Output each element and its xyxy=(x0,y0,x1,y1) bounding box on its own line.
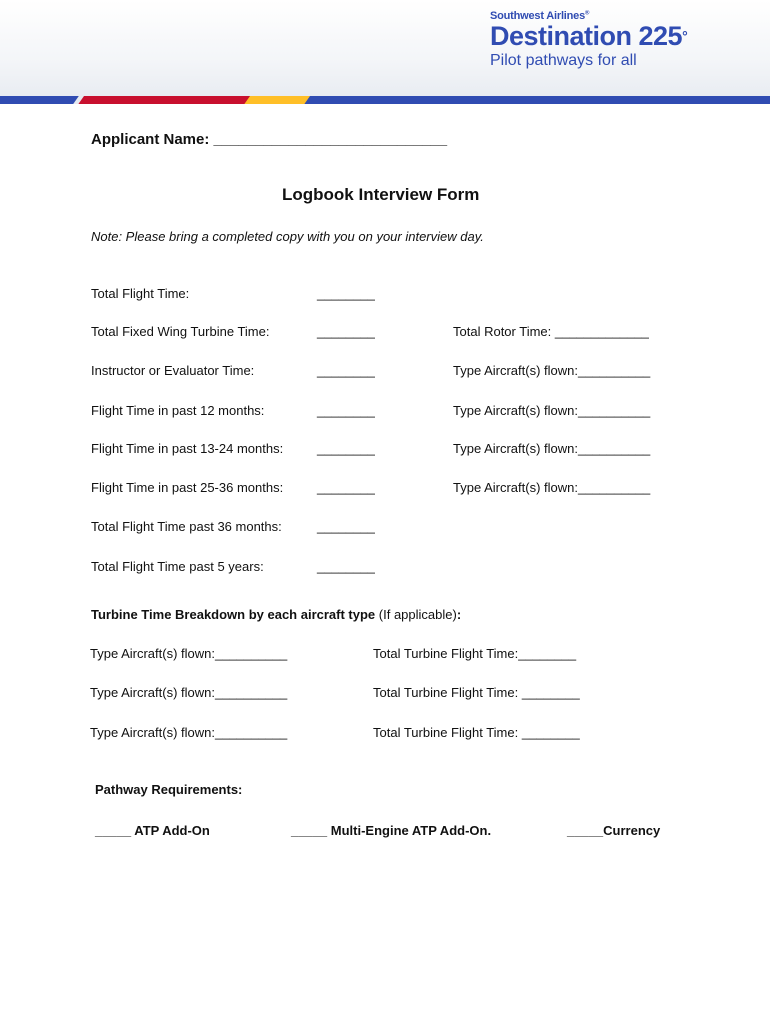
input-instructor-time[interactable]: ________ xyxy=(317,363,375,378)
breakdown-turbine-time-2[interactable]: Total Turbine Flight Time: ________ xyxy=(373,685,580,700)
input-total-flight-time[interactable]: ________ xyxy=(317,286,375,301)
pathway-atp-add-on[interactable]: _____ ATP Add-On xyxy=(95,823,210,838)
input-past-36-months[interactable]: ________ xyxy=(317,519,375,534)
breakdown-turbine-time-1[interactable]: Total Turbine Flight Time:________ xyxy=(373,646,577,661)
program-tagline: Pilot pathways for all xyxy=(490,52,637,69)
label-past-36-months: Total Flight Time past 36 months: xyxy=(91,519,282,534)
field-total-rotor-time[interactable]: Total Rotor Time: _____________ xyxy=(453,324,649,339)
form-note: Note: Please bring a completed copy with you on your interview day. xyxy=(91,229,484,244)
turbine-breakdown-heading: Turbine Time Breakdown by each aircraft type (If applicable): xyxy=(91,607,462,622)
field-type-aircraft-1[interactable]: Type Aircraft(s) flown:__________ xyxy=(453,363,651,378)
label-past-5-years: Total Flight Time past 5 years: xyxy=(91,559,264,574)
input-fixed-wing-turbine[interactable]: ________ xyxy=(317,324,375,339)
brand-stripe xyxy=(0,96,770,104)
form-title: Logbook Interview Form xyxy=(282,185,480,204)
label-past-13-24-months: Flight Time in past 13-24 months: xyxy=(91,441,284,456)
input-past-5-years[interactable]: ________ xyxy=(317,559,375,574)
program-name: Destination 225° xyxy=(490,21,688,51)
breakdown-type-aircraft-3[interactable]: Type Aircraft(s) flown:__________ xyxy=(90,725,288,740)
label-total-flight-time: Total Flight Time: xyxy=(91,286,190,301)
pathway-currency[interactable]: _____Currency xyxy=(567,823,661,838)
breakdown-type-aircraft-1[interactable]: Type Aircraft(s) flown:__________ xyxy=(90,646,288,661)
input-past-25-36-months[interactable]: ________ xyxy=(317,480,375,495)
pathway-requirements-heading: Pathway Requirements: xyxy=(95,782,243,797)
letterhead xyxy=(0,0,770,104)
field-type-aircraft-4[interactable]: Type Aircraft(s) flown:__________ xyxy=(453,480,651,495)
input-past-12-months[interactable]: ________ xyxy=(317,403,375,418)
field-type-aircraft-2[interactable]: Type Aircraft(s) flown:__________ xyxy=(453,403,651,418)
field-type-aircraft-3[interactable]: Type Aircraft(s) flown:__________ xyxy=(453,441,651,456)
label-past-25-36-months: Flight Time in past 25-36 months: xyxy=(91,480,284,495)
label-past-12-months: Flight Time in past 12 months: xyxy=(91,403,265,418)
airline-name: Southwest Airlines® xyxy=(490,10,590,22)
pathway-multi-engine-atp[interactable]: _____ Multi-Engine ATP Add-On. xyxy=(291,823,492,838)
breakdown-turbine-time-3[interactable]: Total Turbine Flight Time: ________ xyxy=(373,725,580,740)
applicant-name-field[interactable]: Applicant Name: ____________________________ xyxy=(91,131,448,148)
input-past-13-24-months[interactable]: ________ xyxy=(317,441,375,456)
breakdown-type-aircraft-2[interactable]: Type Aircraft(s) flown:__________ xyxy=(90,685,288,700)
label-instructor-time: Instructor or Evaluator Time: xyxy=(91,363,255,378)
label-fixed-wing-turbine: Total Fixed Wing Turbine Time: xyxy=(91,324,270,339)
brand-logo xyxy=(490,10,687,71)
